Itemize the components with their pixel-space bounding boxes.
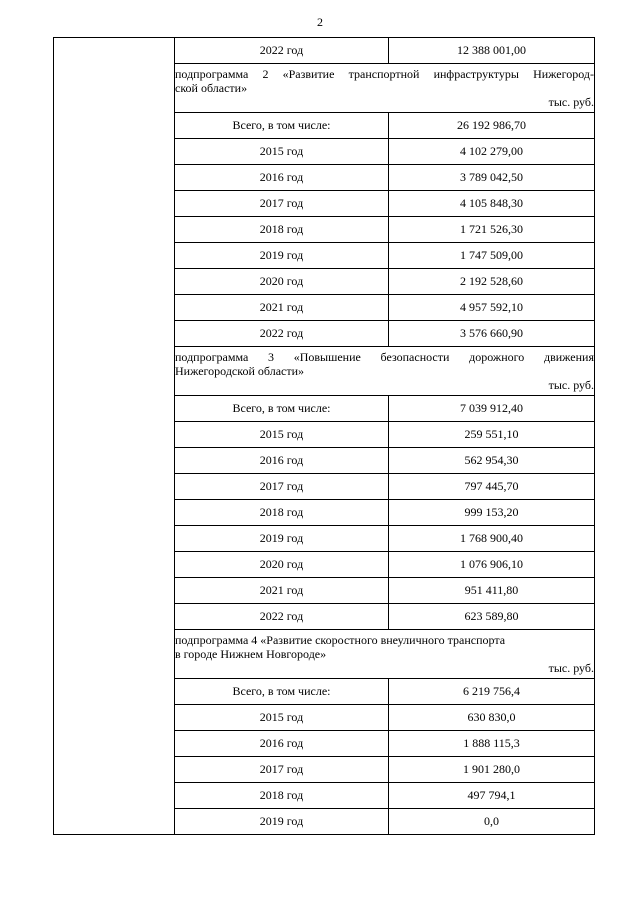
total-label-cell: Всего, в том числе: (175, 396, 389, 422)
amount-cell: 7 039 912,40 (389, 396, 595, 422)
year-cell: 2020 год (175, 269, 389, 295)
amount-cell: 4 957 592,10 (389, 295, 595, 321)
total-label-cell: Всего, в том числе: (175, 679, 389, 705)
subprogram-4-header (175, 630, 595, 679)
funding-table (53, 37, 595, 835)
amount-cell: 1 721 526,30 (389, 217, 595, 243)
year-cell: 2016 год (175, 165, 389, 191)
year-cell: 2018 год (175, 500, 389, 526)
unit-label: тыс. руб. (548, 661, 594, 675)
year-cell: 2015 год (175, 422, 389, 448)
table-row (54, 38, 595, 64)
amount-cell: 1 747 509,00 (389, 243, 595, 269)
subprogram-title-line: подпрограмма 2 «Развитие транспортной инфраструктуры Нижегород- (175, 67, 594, 81)
amount-cell: 1 888 115,3 (389, 731, 595, 757)
page-number: 2 (317, 15, 323, 29)
amount-cell: 1 768 900,40 (389, 526, 595, 552)
year-cell: 2021 год (175, 295, 389, 321)
amount-cell: 4 105 848,30 (389, 191, 595, 217)
year-cell: 2016 год (175, 448, 389, 474)
amount-cell: 26 192 986,70 (389, 113, 595, 139)
amount-cell: 623 589,80 (389, 604, 595, 630)
amount-cell: 1 076 906,10 (389, 552, 595, 578)
amount-cell: 12 388 001,00 (389, 38, 595, 64)
unit-label: тыс. руб. (548, 95, 594, 109)
amount-cell: 797 445,70 (389, 474, 595, 500)
amount-cell: 0,0 (389, 809, 595, 835)
year-cell: 2017 год (175, 757, 389, 783)
subprogram-3-header (175, 347, 595, 396)
subprogram-title-line: подпрограмма 3 «Повышение безопасности дорожного движения (175, 350, 594, 364)
year-cell: 2017 год (175, 474, 389, 500)
subprogram-title-line: в городе Нижнем Новгороде» (175, 647, 327, 661)
year-cell: 2018 год (175, 783, 389, 809)
subprogram-2-header (175, 64, 595, 113)
year-cell: 2022 год (175, 321, 389, 347)
year-cell: 2019 год (175, 243, 389, 269)
amount-cell: 259 551,10 (389, 422, 595, 448)
subprogram-title-line: подпрограмма 4 «Развитие скоростного внеуличного транспорта (175, 633, 506, 647)
year-cell: 2021 год (175, 578, 389, 604)
amount-cell: 6 219 756,4 (389, 679, 595, 705)
amount-cell: 497 794,1 (389, 783, 595, 809)
year-cell: 2017 год (175, 191, 389, 217)
left-empty-cell (54, 38, 175, 835)
year-cell: 2019 год (175, 526, 389, 552)
year-cell: 2020 год (175, 552, 389, 578)
amount-cell: 999 153,20 (389, 500, 595, 526)
year-cell: 2016 год (175, 731, 389, 757)
year-cell: 2015 год (175, 705, 389, 731)
amount-cell: 951 411,80 (389, 578, 595, 604)
amount-cell: 562 954,30 (389, 448, 595, 474)
amount-cell: 630 830,0 (389, 705, 595, 731)
subprogram-title-line: ской области» (175, 81, 248, 95)
amount-cell: 2 192 528,60 (389, 269, 595, 295)
total-label-cell: Всего, в том числе: (175, 113, 389, 139)
amount-cell: 1 901 280,0 (389, 757, 595, 783)
year-cell: 2018 год (175, 217, 389, 243)
amount-cell: 4 102 279,00 (389, 139, 595, 165)
year-cell: 2022 год (175, 604, 389, 630)
year-cell: 2022 год (175, 38, 389, 64)
year-cell: 2019 год (175, 809, 389, 835)
amount-cell: 3 576 660,90 (389, 321, 595, 347)
unit-label: тыс. руб. (548, 378, 594, 392)
subprogram-title-line: Нижегородской области» (175, 364, 305, 378)
amount-cell: 3 789 042,50 (389, 165, 595, 191)
year-cell: 2015 год (175, 139, 389, 165)
